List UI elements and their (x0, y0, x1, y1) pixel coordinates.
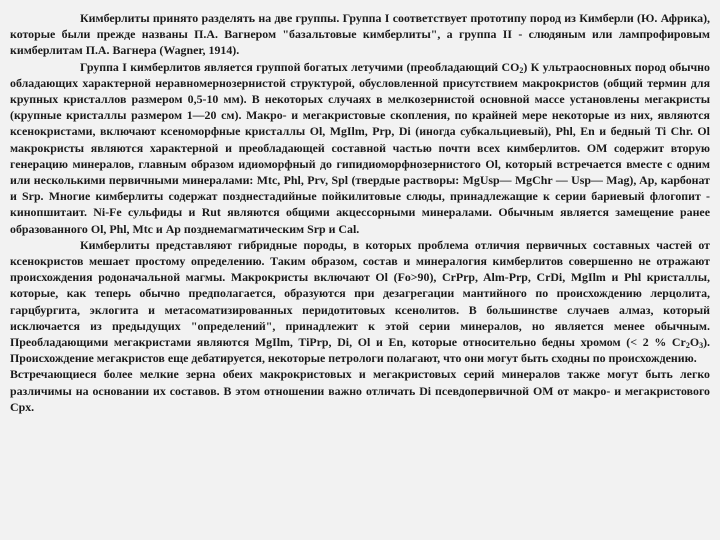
subscript: 2 (685, 341, 690, 351)
paragraph-text: Кимберлиты принято разделять на две группы. Группа I соответствует прототипу пород из Кимберли (Ю. Африка), которые были прежде названы П.А. Вагнером "базальтовые кимберлиты", а группа II - слюдяным или лампрофировым кимберлитам П.А. Вагнера (Wagner, 1914). (10, 11, 710, 58)
paragraph-text: Кимберлиты представляют гибридные породы, в которых проблема отличия первичных составных частей от ксенокристов мешает простому определению. Таким образом, состав и минералогия кимберлитов совершенно не отражают происхождения родоначальной магмы. Макрокристы включают Ol (Fo>90), CrPrp, Alm-Prp, CrDi, MgIlm и Phl кристаллы, которые, как теперь обычно предполагается, образуются при дезагрегации мантийного по происхождению лерцолита, гарцбургита, эклогита и метасоматизированных перидотитовых ксенолитов. В большинстве случаев алмаз, который исключается из предыдущих "определений", принадлежит к этой серии минералов, но является менее обычным. Преобладающими мегакристами являются MgIlm, TiPrp, Di, Ol и En, которые относительно бедны хромом (< 2 % Cr (10, 237, 710, 350)
subscript: 2 (519, 65, 524, 75)
subscript: 3 (699, 341, 704, 351)
paragraph-text: ) К ультраосновных пород обычно обладающих характерной неравномернозернистой структурой, обусловленной присутствием макрокристов (общий термин для крупных кристаллов размером 0,5-10 мм). В некоторых случаях в мелкозернистой основной массе установлены мегакристы (крупные кристаллы размером 1—20 см). Макро- и мегакристовые скопления, по крайней мере некоторые из них, являются ксенокристами, включают ксеноморфные кристаллы Ol, MgIlm, Prp, Di (иногда субкальциевый), Phl, En и бедный Ti Chr. Ol макрокристы являются характерной и преобладающей составной частью почти всех кимберлитов. ОМ содержит вторую генерацию минералов, главным образом идиоморфный до гипидиоморфнозернистого Ol, который встречается вместе с одним или несколькими первичными минералами: Mtc, Phl, Prv, Spl (твердые растворы: MgUsp— MgChr — Usp— Mag), Ap, карбонат и Srp. Многие кимберлиты содержат позднестадийные пойкилитовые слюды, принадлежащие к серии бариевый флогопит - кинопшитаит. Ni-Fe сульфиды и Rut являются общими акцессорными минералами. Обычным является замещение ранее образованного Ol, Phl, Mtc и Ap позднемагматическим Srp и Cal. (10, 59, 710, 236)
paragraph-text: Группа I кимберлитов является группой богатых летучими (преобладающий CO (80, 59, 520, 74)
paragraph-text: O (689, 335, 700, 350)
document-body (10, 10, 710, 415)
paragraph (10, 237, 710, 367)
paragraph-text: Встречающиеся более мелкие зерна обеих макрокристовых и мегакристовых серий минералов также могут быть легко различимы на основании их составов. В этом отношении важно отличать Di псевдопервичной ОМ от макро- и мегакристового Cpx. (10, 367, 710, 414)
paragraph (10, 59, 710, 237)
paragraph-text: ). Происхождение мегакристов еще дебатируется, некоторые петрологи полагают, что они могут быть сходны по происхождению. (10, 335, 710, 366)
paragraph (10, 366, 710, 415)
paragraph (10, 10, 710, 59)
